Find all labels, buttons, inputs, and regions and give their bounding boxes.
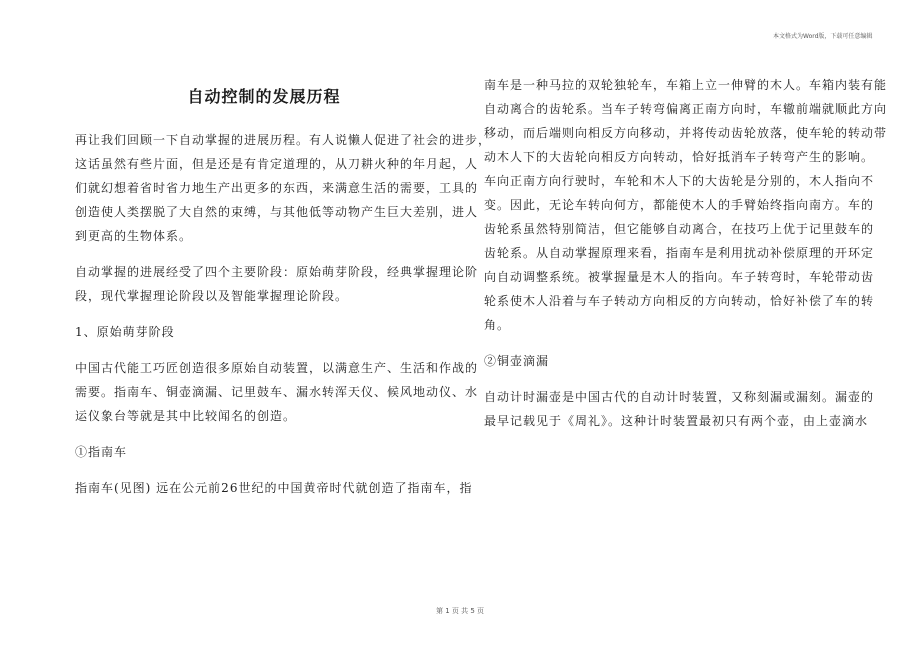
text-line: 变。因此，无论车转向何方，都能使木人的手臂始终指向南方。车的	[484, 198, 875, 212]
text-line: ②铜壶滴漏	[484, 354, 550, 368]
left-text-column	[75, 128, 492, 500]
text-line: 动木人下的大齿轮向相反方向转动，恰好抵消车子转弯产生的影响。	[484, 150, 875, 164]
text-line: 1、原始萌芽阶段	[75, 325, 175, 339]
text-line: 段，现代掌握理论阶段以及智能掌握理论阶段。	[75, 289, 349, 303]
download-note: 本文格式为Word版，下载可任意编辑	[773, 33, 873, 40]
right-text-column	[484, 73, 888, 433]
text-line: 再让我们回顾一下自动掌握的进展历程。有人说懒人促进了社会的进步，	[75, 133, 492, 147]
text-line: 自动离合的齿轮系。当车子转弯偏离正南方向时，车辙前端就顺此方向	[484, 102, 888, 116]
paragraph-gap	[484, 373, 856, 385]
text-line: 运仪象台等就是其中比较闻名的创造。	[75, 409, 297, 423]
text-line: 向自动调整系统。被掌握量是木人的指向。车子转弯时，车轮带动齿	[484, 270, 875, 284]
paragraph-gap	[75, 248, 459, 260]
paragraph-gap	[75, 464, 459, 476]
paragraph-gap	[484, 337, 856, 349]
text-line: 们就幻想着省时省力地生产出更多的东西，来满意生活的需要，工具的	[75, 181, 479, 195]
text-line: 自动计时漏壶是中国古代的自动计时装置，又称刻漏或漏刻。漏壶的	[484, 390, 875, 404]
paragraph-gap	[75, 308, 459, 320]
text-line: 中国古代能工巧匠创造很多原始自动装置，以满意生产、生活和作战的	[75, 361, 479, 375]
text-line: ①指南车	[75, 445, 128, 459]
text-line: 创造使人类摆脱了大自然的束缚，与其他低等动物产生巨大差别，进人	[75, 205, 479, 219]
text-line: 指南车(见图) 远在公元前26世纪的中国黄帝时代就创造了指南车，指	[75, 481, 473, 495]
text-line: 这话虽然有些片面，但是还是有肯定道理的，从刀耕火种的年月起，人	[75, 157, 479, 171]
text-line: 最早记载见于《周礼》。这种计时装置最初只有两个壶，由上壶滴水	[484, 414, 869, 428]
page-footer: 第 1 页 共 5 页	[435, 607, 485, 615]
text-line: 南车是一种马拉的双轮独轮车，车箱上立一伸臂的木人。车箱内装有能	[484, 78, 888, 92]
text-line: 角。	[484, 318, 511, 332]
text-line: 到更高的生物体系。	[75, 229, 193, 243]
paragraph-gap	[75, 344, 459, 356]
document-title: 自动控制的发展历程	[187, 87, 341, 106]
text-line: 自动掌握的进展经受了四个主要阶段：原始萌芽阶段，经典掌握理论阶	[75, 265, 479, 279]
text-line: 齿轮系。从自动掌握原理来看，指南车是利用扰动补偿原理的开环定	[484, 246, 875, 260]
paragraph-gap	[75, 428, 459, 440]
text-line: 移动，而后端则向相反方向移动，并将传动齿轮放落，使车轮的转动带	[484, 126, 888, 140]
text-line: 车向正南方向行驶时，车轮和木人下的大齿轮是分别的，木人指向不	[484, 174, 875, 188]
text-line: 齿轮系虽然特别简洁，但它能够自动离合，在技巧上优于记里鼓车的	[484, 222, 875, 236]
text-line: 轮系使木人沿着与车子转动方向相反的方向转动，恰好补偿了车的转	[484, 294, 875, 308]
text-line: 需要。指南车、铜壶滴漏、记里鼓车、漏水转浑天仪、候风地动仪、水	[75, 385, 479, 399]
